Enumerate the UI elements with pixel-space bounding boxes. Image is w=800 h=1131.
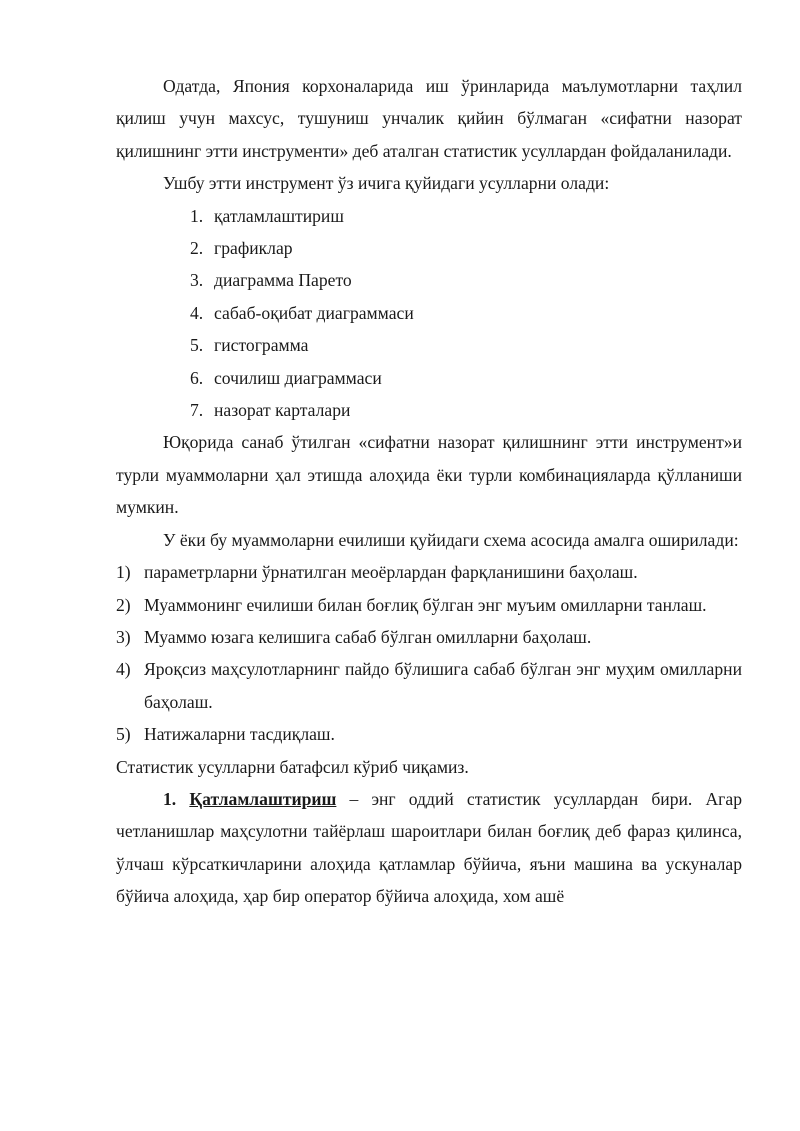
step-number: 3) (116, 626, 131, 647)
detail-intro-paragraph: Статистик усулларни батафсил кўриб чиқамиз. (116, 756, 469, 777)
step-text: Яроқсиз маҳсулотларнинг пайдо бўлишига сабаб бўлган энг муҳим омилларни баҳолаш. (144, 659, 742, 712)
section-heading (163, 789, 336, 809)
step-number: 1) (116, 562, 131, 583)
section-number: 1. (163, 788, 177, 809)
step-text: Натижаларни тасдиқлаш. (144, 724, 335, 745)
steps-list (116, 556, 742, 750)
step-item (116, 718, 742, 750)
section-stratification-paragraph (116, 783, 742, 913)
list-item-number: 3. (190, 270, 204, 291)
step-item (116, 621, 742, 653)
tools-intro-paragraph: Ушбу этти инструмент ўз ичига қуйидаги усулларни олади: (163, 173, 610, 194)
list-item-text: диаграмма Парето (214, 270, 352, 291)
list-item-text: гистограмма (214, 335, 309, 356)
step-number: 4) (116, 659, 131, 680)
step-number: 2) (116, 594, 131, 615)
step-number: 5) (116, 724, 131, 745)
intro-paragraph: Одатда, Япония корхоналарида иш ўринларида маълумотларни таҳлил қилиш учун махсус, тушуниш унчалик қийин бўлмаган «сифатни назорат қилишнинг этти инструменти» деб аталган статистик усуллардан фойдаланилади. (116, 76, 742, 161)
list-item-text: қатламлаштириш (214, 205, 344, 226)
list-item-number: 1. (190, 205, 204, 226)
section-text: – энг оддий статистик усуллардан бири. Агар четланишлар маҳсулотни тайёрлаш шароитлари билан боғлиқ деб фараз қилинса, ўлчаш кўрсаткичларини алоҳида қатламлар бўйича, яъни машина ва ускуналар бўйича алоҳида, ҳар бир оператор бўйича алоҳида, хом ашё (116, 788, 742, 907)
list-item (116, 394, 742, 426)
document-page (116, 70, 742, 913)
list-item (116, 362, 742, 394)
list-item-text: графиклар (214, 238, 293, 259)
list-item (116, 200, 742, 232)
scheme-paragraph: У ёки бу муаммоларни ечилиши қуйидаги схема асосида амалга оширилади: (163, 529, 739, 550)
list-item (116, 297, 742, 329)
list-item-number: 6. (190, 367, 204, 388)
step-text: Муаммонинг ечилиши билан боғлиқ бўлган энг муъим омилларни танлаш. (144, 594, 707, 615)
list-item (116, 264, 742, 296)
list-item-number: 4. (190, 302, 204, 323)
step-item (116, 589, 742, 621)
tools-list (116, 200, 742, 427)
step-text: Муаммо юзага келишига сабаб бўлган омилларни баҳолаш. (144, 626, 592, 647)
step-item (116, 653, 742, 718)
list-item-text: назорат карталари (214, 400, 351, 421)
list-item-number: 7. (190, 400, 204, 421)
usage-paragraph: Юқорида санаб ўтилган «сифатни назорат қилишнинг этти инструмент»и турли муаммоларни ҳал этишда алоҳида ёки турли комбинацияларда қўлланиши мумкин. (116, 432, 742, 518)
list-item-number: 2. (190, 238, 204, 259)
list-item (116, 232, 742, 264)
list-item-text: сабаб-оқибат диаграммаси (214, 302, 414, 323)
step-item (116, 556, 742, 588)
section-title: Қатламлаштириш (189, 788, 337, 809)
step-text: параметрларни ўрнатилган меоёрлардан фарқланишини баҳолаш. (144, 562, 638, 583)
list-item (116, 329, 742, 361)
list-item-text: сочилиш диаграммаси (214, 367, 382, 388)
list-item-number: 5. (190, 335, 204, 356)
